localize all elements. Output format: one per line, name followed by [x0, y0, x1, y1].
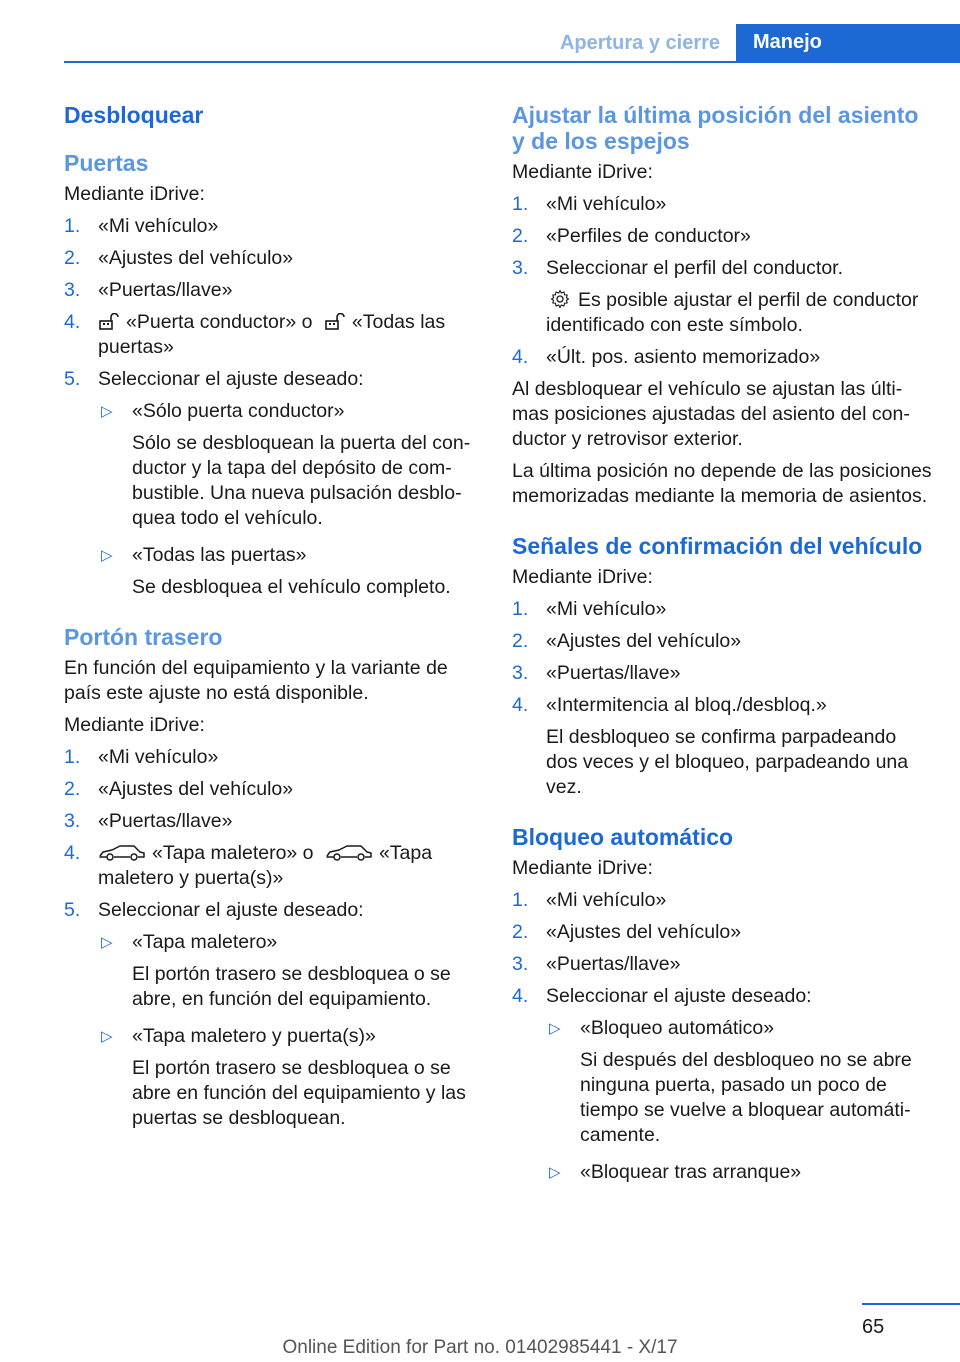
edition-footer: Online Edition for Part no. 01402985441 - X/17 — [282, 1337, 678, 1358]
autolock-intro: Mediante iDrive: — [512, 857, 653, 879]
list-item: 1. «Mi vehículo» — [64, 746, 219, 768]
doors-options — [98, 399, 482, 600]
list-item: 4. «Últ. pos. asiento memorizado» — [512, 346, 821, 368]
bullet-triangle-icon: ▷ — [101, 403, 113, 420]
list-item: 3. Seleccionar el perfil del conductor. Es posible ajustar el perfil de conductor identificado con este símbolo. — [512, 256, 932, 338]
heading-unlock: Desbloquear — [64, 102, 204, 128]
option-item: ▷ «Bloquear tras arranque» — [549, 1161, 802, 1183]
list-item: 5. Seleccionar el ajuste deseado: ▷ «Sólo puerta conductor» Sólo se desbloquean la puerta del conductor y la tapa del depósito de combustible. Una nueva pulsación desbloquea todo el vehículo. ▷ «Todas las puertas» Se desbloquea el vehículo completo. — [64, 367, 482, 600]
door-unlock-icon — [98, 313, 120, 331]
bullet-triangle-icon: ▷ — [549, 1020, 561, 1037]
right-column — [512, 102, 932, 1192]
step-note: Es posible ajustar el perfil de conductor identificado con este símbolo. — [546, 289, 919, 336]
list-item: 2. «Ajustes del vehículo» — [512, 921, 742, 943]
confirmation-steps — [512, 597, 932, 800]
tailgate-intro: Mediante iDrive: — [64, 714, 205, 736]
car-tailgate-icon — [98, 844, 146, 862]
heading-autolock: Bloqueo automático — [512, 824, 734, 850]
list-item: 3. «Puertas/llave» — [64, 279, 233, 301]
step-desc: El desbloqueo se confirma parpadeando dos veces y el bloqueo, parpadeando una vez. — [546, 726, 909, 798]
list-item: 2. «Ajustes del vehículo» — [64, 247, 294, 269]
list-item: 1. «Mi vehículo» — [512, 598, 667, 620]
last-position-intro: Mediante iDrive: — [512, 161, 653, 183]
heading-tailgate: Portón trasero — [64, 624, 223, 650]
list-item: 3. «Puertas/llave» — [512, 662, 681, 684]
heading-last-position: Ajustar la última posición del asiento y de los espejos — [512, 102, 919, 154]
list-item: 3. «Puertas/llave» — [64, 810, 233, 832]
tailgate-options — [98, 930, 482, 1131]
list-item: 2. «Ajustes del vehículo» — [512, 630, 742, 652]
list-item: 1. «Mi vehículo» — [512, 193, 667, 215]
left-column — [64, 102, 482, 1138]
bullet-triangle-icon: ▷ — [549, 1164, 561, 1181]
option-item: ▷ «Tapa maletero» El portón trasero se desbloquea o se abre, en función del equipamiento. — [101, 931, 451, 1010]
section-tab[interactable]: Apertura y cierre — [559, 32, 721, 54]
header-rule — [64, 61, 960, 63]
bullet-triangle-icon: ▷ — [101, 547, 113, 564]
profile-gear-icon — [550, 289, 570, 309]
list-item: 5. Seleccionar el ajuste deseado: ▷ «Tapa maletero» El portón trasero se desbloquea o se abre, en función del equipamiento. ▷ «Tapa maletero y puerta(s)» El portón trasero se desbloquea o se abre en función del equipamiento y las puertas se desbloquean. — [64, 898, 482, 1131]
chapter-tab[interactable]: Manejo — [736, 24, 960, 61]
list-item: 1. «Mi vehículo» — [512, 889, 667, 911]
list-item: 4. «Puerta conductor» o «Todas las puertas» — [64, 311, 446, 358]
option-item: ▷ «Sólo puerta conductor» Sólo se desbloquean la puerta del conductor y la tapa del depósito de combustible. Una nueva pulsación desbloquea todo el vehículo. — [101, 400, 471, 529]
last-position-para1: Al desbloquear el vehículo se ajustan las últimas posiciones ajustadas del asiento del conductor y retrovisor exterior. — [512, 378, 910, 450]
footer-rule — [862, 1303, 960, 1305]
car-tailgate-icon — [325, 844, 373, 862]
list-item: 4. «Tapa maletero» o «Tapa maletero y puerta(s)» — [64, 842, 433, 889]
autolock-options — [546, 1016, 932, 1185]
option-item: ▷ «Todas las puertas» Se desbloquea el vehículo completo. — [101, 544, 451, 598]
tailgate-note: En función del equipamiento y la variante de país este ajuste no está disponible. — [64, 657, 448, 704]
list-item: 2. «Perfiles de conductor» — [512, 225, 751, 247]
bullet-triangle-icon: ▷ — [101, 934, 113, 951]
list-item: 3. «Puertas/llave» — [512, 953, 681, 975]
list-item: 4. «Intermitencia al bloq./desbloq.» El desbloqueo se confirma parpadeando dos veces y el bloqueo, parpadeando una vez. — [512, 693, 932, 800]
option-item: ▷ «Bloqueo automático» Si después del desbloqueo no se abre ninguna puerta, pasado un poco de tiempo se vuelve a bloquear automáticamente. — [549, 1017, 912, 1146]
bullet-triangle-icon: ▷ — [101, 1028, 113, 1045]
last-position-para2: La última posición no depende de las posiciones memorizadas mediante la memoria de asientos. — [512, 460, 932, 507]
option-item: ▷ «Tapa maletero y puerta(s)» El portón trasero se desbloquea o se abre en función del equipamiento y las puertas se desbloquean. — [101, 1025, 466, 1129]
doors-intro: Mediante iDrive: — [64, 183, 205, 205]
tailgate-steps — [64, 745, 482, 1131]
autolock-steps — [512, 888, 932, 1185]
confirmation-intro: Mediante iDrive: — [512, 566, 653, 588]
heading-doors: Puertas — [64, 150, 149, 176]
list-item: 2. «Ajustes del vehículo» — [64, 778, 294, 800]
doors-steps — [64, 214, 482, 600]
heading-confirmation: Señales de confirmación del vehículo — [512, 533, 923, 559]
list-item: 4. Seleccionar el ajuste deseado: ▷ «Bloqueo automático» Si después del desbloqueo no se abre ninguna puerta, pasado un poco de tiempo se vuelve a bloquear automáticamente. ▷ «Bloquear tras arranque» — [512, 984, 932, 1185]
last-position-steps — [512, 192, 932, 370]
list-item: 1. «Mi vehículo» — [64, 215, 219, 237]
door-unlock-icon — [324, 313, 346, 331]
page-number: 65 — [862, 1316, 885, 1338]
